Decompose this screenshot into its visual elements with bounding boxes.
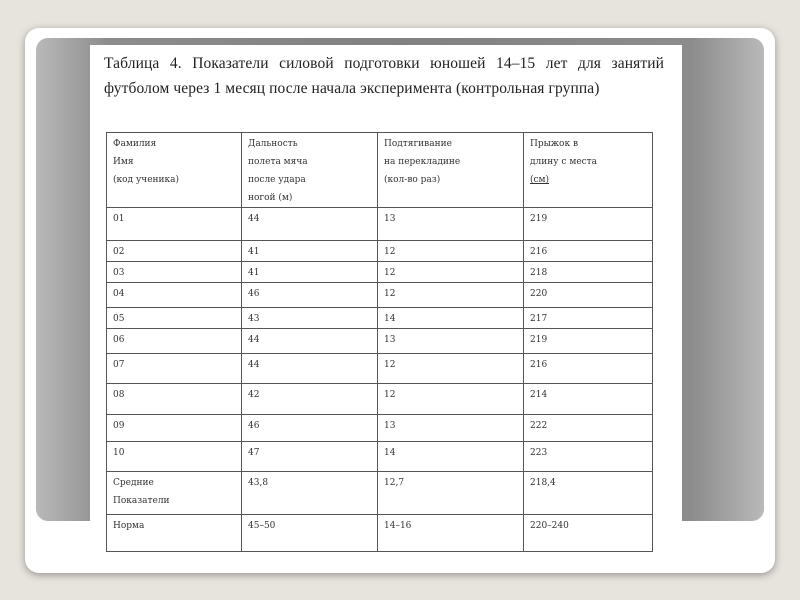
cell-pullups: 14 [378, 442, 524, 472]
header-cell-long-jump: Прыжок в длину с места (см) [524, 133, 653, 208]
cell-pullups: 12 [378, 241, 524, 262]
cell-code: 03 [107, 262, 242, 283]
cell-averages-label: Средние Показатели [107, 472, 242, 515]
table-row [107, 329, 653, 354]
cell-jump: 216 [524, 241, 653, 262]
cell-jump: 214 [524, 384, 653, 415]
cell-jump: 219 [524, 329, 653, 354]
table-row [107, 241, 653, 262]
cell-pullups: 13 [378, 329, 524, 354]
cell-pullups: 14 [378, 308, 524, 329]
cell-code: 05 [107, 308, 242, 329]
table-row-averages [107, 472, 653, 515]
cell-code: 04 [107, 283, 242, 308]
cell-code: 07 [107, 354, 242, 384]
cell-distance: 45–50 [242, 515, 378, 552]
cell-jump: 217 [524, 308, 653, 329]
cell-distance: 42 [242, 384, 378, 415]
cell-norm-label: Норма [107, 515, 242, 552]
table-row [107, 283, 653, 308]
cell-distance: 46 [242, 283, 378, 308]
header-cell-pullups: Подтягивание на перекладине (кол-во раз) [378, 133, 524, 208]
cell-pullups: 12 [378, 283, 524, 308]
cell-code: 06 [107, 329, 242, 354]
cell-jump: 216 [524, 354, 653, 384]
cell-distance: 46 [242, 415, 378, 442]
table-row [107, 384, 653, 415]
table-caption: Таблица 4. Показатели силовой подготовки юношей 14–15 лет для занятий футболом через 1 месяц после начала эксперимента (контрольная группа) [104, 55, 664, 97]
table-row [107, 262, 653, 283]
cell-distance: 44 [242, 208, 378, 241]
cell-code: 08 [107, 384, 242, 415]
cell-pullups: 12,7 [378, 472, 524, 515]
cell-code: 09 [107, 415, 242, 442]
cell-jump: 219 [524, 208, 653, 241]
cell-distance: 44 [242, 329, 378, 354]
table-row [107, 415, 653, 442]
document-image [90, 45, 682, 572]
cell-code: 10 [107, 442, 242, 472]
table-row [107, 354, 653, 384]
cell-jump: 223 [524, 442, 653, 472]
table-row [107, 208, 653, 241]
table-row [107, 442, 653, 472]
cell-jump: 218 [524, 262, 653, 283]
cell-pullups: 12 [378, 354, 524, 384]
cell-jump: 222 [524, 415, 653, 442]
cell-distance: 41 [242, 241, 378, 262]
cell-pullups: 14–16 [378, 515, 524, 552]
cell-pullups: 12 [378, 262, 524, 283]
table-header-row [107, 133, 653, 208]
cell-distance: 47 [242, 442, 378, 472]
cell-pullups: 13 [378, 415, 524, 442]
header-cell-ball-distance: Дальность полета мяча после удара ногой (м) [242, 133, 378, 208]
cell-pullups: 12 [378, 384, 524, 415]
cell-code: 01 [107, 208, 242, 241]
table-row-norm [107, 515, 653, 552]
cell-code: 02 [107, 241, 242, 262]
table-row [107, 308, 653, 329]
cell-jump: 218,4 [524, 472, 653, 515]
strength-table [106, 132, 653, 552]
cell-jump: 220–240 [524, 515, 653, 552]
cell-jump: 220 [524, 283, 653, 308]
cell-distance: 41 [242, 262, 378, 283]
cell-distance: 44 [242, 354, 378, 384]
cell-distance: 43 [242, 308, 378, 329]
header-cell-name: Фамилия Имя (код ученика) [107, 133, 242, 208]
cell-pullups: 13 [378, 208, 524, 241]
cell-distance: 43,8 [242, 472, 378, 515]
